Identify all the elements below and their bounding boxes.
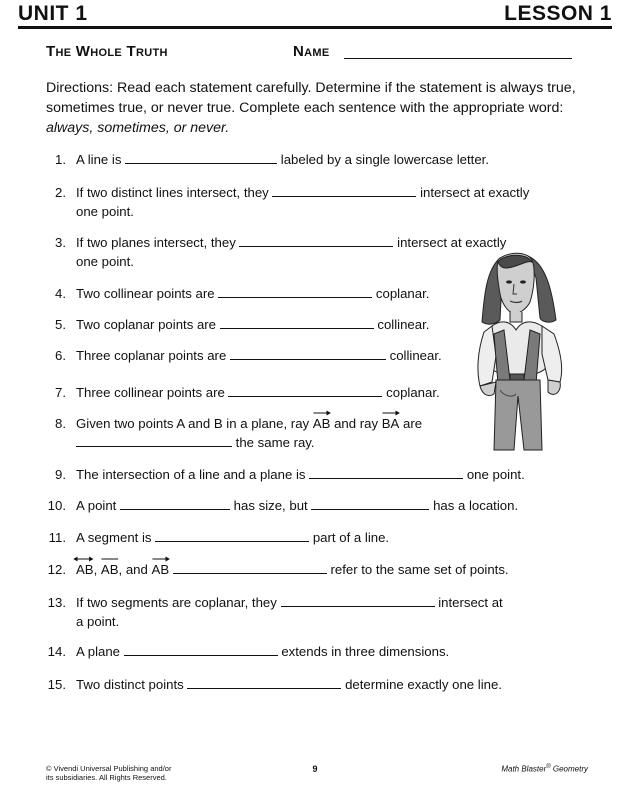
question-text: A line is <box>76 152 122 167</box>
question-text: coplanar. <box>375 286 430 301</box>
worksheet-title: The Whole Truth <box>46 43 168 60</box>
question-text: intersect at exactly <box>397 235 507 250</box>
answer-blank[interactable] <box>272 184 416 197</box>
question-text: If two planes intersect, they <box>76 235 236 250</box>
answer-blank[interactable] <box>187 676 341 689</box>
question-number: 12. <box>47 562 66 577</box>
question-number: 2. <box>55 185 66 200</box>
student-illustration <box>470 250 570 455</box>
answer-blank[interactable] <box>76 434 232 447</box>
product-subtitle: Geometry <box>550 764 588 774</box>
answer-blank[interactable] <box>311 497 429 510</box>
question-text: A point <box>76 498 117 513</box>
question-number: 10. <box>47 498 66 513</box>
ray-label: BA <box>381 416 400 431</box>
unit-label: UNIT 1 <box>18 2 88 25</box>
answer-blank[interactable] <box>239 234 393 247</box>
answer-blank[interactable] <box>155 529 309 542</box>
question-text: A plane <box>76 644 120 659</box>
page-header <box>18 2 612 26</box>
question-text: extends in three dimensions. <box>281 644 450 659</box>
question-text: Two coplanar points are <box>76 317 217 332</box>
ray-label: AB <box>312 416 331 431</box>
question-text: determine exactly one line. <box>345 677 502 692</box>
copyright <box>46 764 171 782</box>
question-text: Three coplanar points are <box>76 348 227 363</box>
answer-blank[interactable] <box>125 151 277 164</box>
directions-words: always, sometimes, or never. <box>46 120 230 136</box>
name-label: Name <box>293 43 330 60</box>
ray-arrow <box>313 410 331 416</box>
answer-blank[interactable] <box>173 561 327 574</box>
copyright-line: © Vivendi Universal Publishing and/or <box>46 764 172 773</box>
question-text: The intersection of a line and a plane is <box>76 467 306 482</box>
question-number: 11. <box>48 530 66 545</box>
line-arrow <box>76 556 94 562</box>
question-number: 15. <box>47 677 66 692</box>
question-number: 7. <box>55 385 66 400</box>
question-text: intersect at exactly <box>420 185 530 200</box>
directions <box>46 78 591 138</box>
ray-arrow <box>382 410 400 416</box>
answer-blank[interactable] <box>124 643 278 656</box>
name-field-line[interactable] <box>344 58 572 59</box>
question-text: one point. <box>76 204 134 219</box>
answer-blank[interactable] <box>228 384 382 397</box>
answer-blank[interactable] <box>218 285 372 298</box>
question-text: intersect at <box>438 595 503 610</box>
product-name <box>501 764 588 774</box>
directions-text: Directions: Read each statement carefully. Determine if the statement is always true, sometimes true, or never true. Complete each sentence with the appropriate word: <box>46 80 576 116</box>
answer-blank[interactable] <box>281 594 435 607</box>
question-number: 14. <box>47 644 66 659</box>
question-number: 13. <box>47 595 66 610</box>
answer-blank[interactable] <box>120 497 230 510</box>
question-text: coplanar. <box>386 385 440 400</box>
page-number: 9 <box>312 764 318 774</box>
product-title: Math Blaster <box>501 764 547 774</box>
header-rule <box>18 26 612 29</box>
answer-blank[interactable] <box>230 347 386 360</box>
answer-blank[interactable] <box>220 316 374 329</box>
ray-arrow <box>152 556 170 562</box>
question-text: and <box>125 562 148 577</box>
question-number: 8. <box>55 416 66 431</box>
question-text: Given two points A and B in a plane, ray <box>76 416 310 431</box>
question-text: and ray <box>334 416 379 431</box>
question-text: If two segments are coplanar, they <box>76 595 277 610</box>
lesson-label: LESSON 1 <box>504 2 612 25</box>
question-number: 6. <box>55 348 66 363</box>
question-text: collinear. <box>377 317 430 332</box>
segment-label: AB <box>100 562 119 577</box>
question-number: 1. <box>55 152 66 167</box>
ray-label: AB <box>151 562 170 577</box>
question-text: has size, but <box>233 498 308 513</box>
question-text: refer to the same set of points. <box>330 562 509 577</box>
question-text: Two collinear points are <box>76 286 215 301</box>
question-text: are <box>403 416 423 431</box>
question-text: a point. <box>76 614 120 629</box>
line-label: AB <box>76 562 94 577</box>
question-text: Two distinct points <box>76 677 184 692</box>
question-text: Three collinear points are <box>76 385 225 400</box>
answer-blank[interactable] <box>309 466 463 479</box>
question-text: the same ray. <box>235 435 315 450</box>
question-text: collinear. <box>389 348 442 363</box>
question-number: 9. <box>55 467 66 482</box>
question-number: 5. <box>55 317 66 332</box>
question-text: has a location. <box>433 498 519 513</box>
segment-bar <box>101 556 119 562</box>
registered-mark: ® <box>546 764 551 770</box>
question-number: 4. <box>55 286 66 301</box>
question-text: part of a line. <box>312 530 390 545</box>
question-text: one point. <box>466 467 525 482</box>
copyright-line: its subsidiaries. All Rights Reserved. <box>46 773 167 782</box>
question-number: 3. <box>55 235 66 250</box>
question-text: A segment is <box>76 530 152 545</box>
question-text: If two distinct lines intersect, they <box>76 185 269 200</box>
question-text: labeled by a single lowercase letter. <box>280 152 489 167</box>
question-text: one point. <box>76 254 134 269</box>
